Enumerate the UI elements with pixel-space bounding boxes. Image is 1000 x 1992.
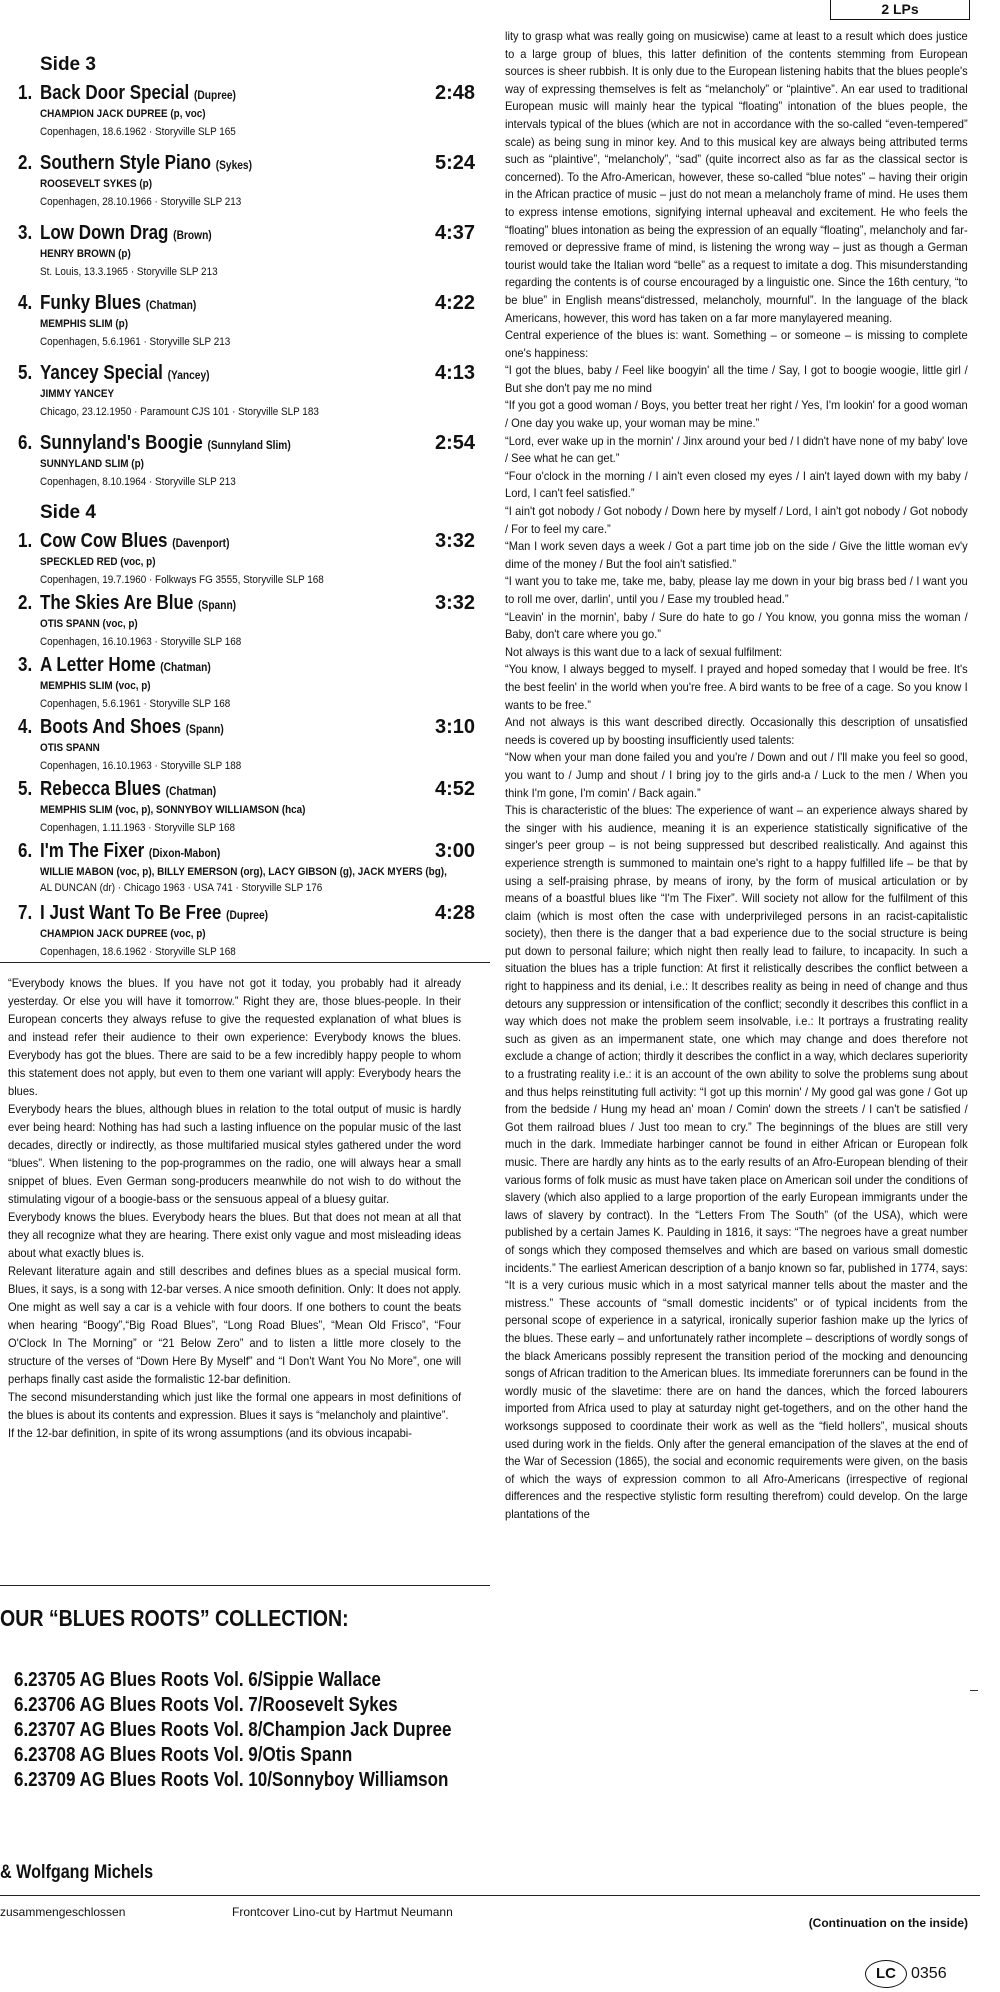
track-number: 4. bbox=[18, 292, 33, 314]
track-recording: Copenhagen, 16.10.1963 · Storyville SLP 168 bbox=[40, 636, 242, 648]
collection-item: 6.23709 AG Blues Roots Vol. 10/Sonnyboy Williamson bbox=[14, 1769, 449, 1791]
lc-circle-icon: LC bbox=[865, 1960, 907, 1988]
essay-left bbox=[8, 975, 461, 1443]
track-recording: AL DUNCAN (dr) · Chicago 1963 · USA 741 · Storyville SLP 176 bbox=[40, 882, 323, 894]
essay-right-paragraph: “You know, I always begged to myself. I prayed and hoped someday that I would be free. It's the best feelin' in the world when you're free. A bird wants to be free of a cage. So you know I wants to be free.” bbox=[505, 663, 968, 712]
divider-rule bbox=[0, 1585, 490, 1586]
track-composer: (Sykes) bbox=[215, 158, 253, 172]
collection-heading: OUR “BLUES ROOTS” COLLECTION: bbox=[0, 1605, 349, 1631]
track-title bbox=[40, 902, 268, 925]
essay-right-paragraph: “I got the blues, baby / Feel like boogyin' all the time / Say, I got to boogie woogie, little girl / But she don't pay me no mind bbox=[505, 364, 968, 395]
track-title bbox=[40, 362, 210, 385]
track-title bbox=[40, 152, 252, 175]
track-performer: OTIS SPANN (voc, p) bbox=[40, 618, 138, 630]
track-title bbox=[40, 716, 224, 739]
track-performer: SUNNYLAND SLIM (p) bbox=[40, 458, 144, 470]
track-duration: 5:24 bbox=[434, 152, 475, 174]
track-number: 2. bbox=[18, 152, 33, 174]
essay-right-paragraph: Central experience of the blues is: want. Something – or someone – is missing to complete one's happiness: bbox=[505, 329, 968, 360]
track-duration: 2:48 bbox=[434, 82, 475, 104]
track-composer: (Dupree) bbox=[226, 908, 269, 922]
track-performer: WILLIE MABON (voc, p), BILLY EMERSON (org), LACY GIBSON (g), JACK MYERS (bg), bbox=[40, 866, 447, 878]
essay-right-paragraph: “If you got a good woman / Boys, you better treat her right / Yes, I'm lookin' for a good woman / One day you wake up, your woman may be mine.” bbox=[505, 399, 968, 431]
track-duration: 4:22 bbox=[434, 292, 475, 314]
essay-right-paragraph: “Lord, ever wake up in the mornin' / Jinx around your bed / I didn't have none of my baby' love / See what he can get.” bbox=[505, 434, 968, 466]
track-composer: (Yancey) bbox=[167, 368, 210, 382]
label-code-logo bbox=[865, 1960, 947, 1988]
track-performer: MEMPHIS SLIM (voc, p) bbox=[40, 680, 151, 692]
track-title-text: The Skies Are Blue bbox=[40, 592, 194, 614]
track-performer: MEMPHIS SLIM (voc, p), SONNYBOY WILLIAMSON (hca) bbox=[40, 804, 306, 816]
track-recording: Copenhagen, 18.6.1962 · Storyville SLP 168 bbox=[40, 946, 236, 958]
continuation-note: (Continuation on the inside) bbox=[808, 1916, 968, 1930]
track-number: 3. bbox=[18, 222, 33, 244]
collection-list bbox=[14, 1668, 529, 1793]
track-title bbox=[40, 292, 196, 315]
essay-right-paragraph: And not always is this want described directly. Occasionally this description of unsatisfied needs is covered up by boosting insufficiently used talents: bbox=[505, 716, 968, 747]
track-composer: (Davenport) bbox=[172, 536, 230, 550]
track-number: 6. bbox=[18, 432, 33, 454]
track-title bbox=[40, 82, 236, 105]
label-code-number: 0356 bbox=[911, 1965, 947, 1982]
frontcover-credit: Frontcover Lino-cut by Hartmut Neumann bbox=[232, 1905, 453, 1919]
track-composer: (Chatman) bbox=[145, 298, 197, 312]
track-title-text: Low Down Drag bbox=[40, 222, 169, 244]
track-recording: Copenhagen, 19.7.1960 · Folkways FG 3555, Storyville SLP 168 bbox=[40, 574, 324, 586]
track-title-text: A Letter Home bbox=[40, 654, 156, 676]
track-recording: Chicago, 23.12.1950 · Paramount CJS 101 · Storyville SLP 183 bbox=[40, 406, 319, 418]
track-title bbox=[40, 840, 220, 863]
track-number: 2. bbox=[18, 592, 33, 614]
track-title bbox=[40, 778, 216, 801]
track-composer: (Chatman) bbox=[160, 660, 211, 674]
essay-right-paragraph: lity to grasp what was really going on musicwise) came at least to a result which does justice to a large group of blues, this latter definition of the contents stemming from European sources is sheer rubbish. It is only due to the European listening habits that the blues people's way of expressing themselves is felt as “melancholy” or “plaintive”. An ear used to traditional European music will mainly hear the typical “floating” intonation of the blues people, the intervals typical of the blues (which are not in accordance with the so-called “even-tempered” scale) as being sung in minor key. And to this musical key are always being attributed terms such as “plaintive”, “melancholy”, “sad” (quite incorrect also as far as the classical sector is concerned). To the Afro-American, however, these so-called “blue notes” – having their origin in the African practice of music – just do not mean a melancholy frame of mind. He uses them to express intense emotions, signifying internal upheaval and excitement. He who feels the “floating” blues intonation as being the expression of an equally “floating”, melancholy and far-removed or depressive frame of mind, is listening the wrong way – just as though a German tourist would take the Italian word “belle” as a request to imitate a dog. This misunderstanding regarding the contents is of course encouraged by a linguistic one. Since the 16th century, “to be blue” in English means“distressed, melancholy, mournful”. In the language of the black Americans, however, this word has taken on a far more manylayered meaning. bbox=[505, 30, 968, 325]
track-number: 6. bbox=[18, 840, 33, 862]
track-performer: HENRY BROWN (p) bbox=[40, 248, 131, 260]
collection-item: 6.23705 AG Blues Roots Vol. 6/Sippie Wallace bbox=[14, 1669, 381, 1691]
lps-badge: 2 LPs bbox=[830, 0, 970, 20]
track-duration: 4:52 bbox=[434, 778, 475, 800]
track-composer: (Brown) bbox=[173, 228, 212, 242]
track-title-text: Cow Cow Blues bbox=[40, 530, 168, 552]
track-duration: 4:13 bbox=[434, 362, 475, 384]
essay-right-paragraph: “I want you to take me, take me, baby, please lay me down in your big brass bed / I want you to roll me over, darlin', until you / Ease my troubled head.” bbox=[505, 575, 968, 606]
track-performer: JIMMY YANCEY bbox=[40, 388, 115, 400]
track-performer: ROOSEVELT SYKES (p) bbox=[40, 178, 153, 190]
essay-right-paragraph: “Leavin' in the mornin', baby / Sure do hate to go / You know, you gonna miss the woman / Baby, don't care where you go.” bbox=[505, 610, 968, 642]
track-duration: 4:37 bbox=[434, 222, 475, 244]
track-composer: (Chatman) bbox=[165, 784, 217, 798]
track-number: 1. bbox=[18, 530, 33, 552]
collection-credit: & Wolfgang Michels bbox=[0, 1862, 154, 1883]
track-title bbox=[40, 222, 212, 245]
track-duration: 3:32 bbox=[434, 592, 475, 614]
track-title-text: Boots And Shoes bbox=[40, 716, 182, 738]
essay-right-paragraph: “Now when your man done failed you and you're / Down and out / I'll make you feel so good, you want to / Jump and shout / I bring joy to the girls and-a / Luck to the men / When you think I'm gone, I'm comin' / Back again.” bbox=[505, 751, 968, 800]
track-duration: 3:00 bbox=[434, 840, 475, 862]
track-number: 5. bbox=[18, 778, 33, 800]
collection-item: 6.23708 AG Blues Roots Vol. 9/Otis Spann bbox=[14, 1744, 353, 1766]
track-title-text: I'm The Fixer bbox=[40, 840, 145, 862]
track-duration: 3:32 bbox=[434, 530, 475, 552]
track-number: 7. bbox=[18, 902, 33, 924]
track-title-text: Rebecca Blues bbox=[40, 778, 161, 800]
track-recording: Copenhagen, 28.10.1966 · Storyville SLP 213 bbox=[40, 196, 242, 208]
track-performer: MEMPHIS SLIM (p) bbox=[40, 318, 129, 330]
track-title bbox=[40, 654, 211, 677]
essay-left-paragraph: The second misunderstanding which just like the formal one appears in most definitions of the blues is about its contents and expression. Blues it says is “melancholy and plaintive”. bbox=[8, 1391, 462, 1422]
essay-left-paragraph: If the 12-bar definition, in spite of its wrong assumptions (and its obvious incapabi- bbox=[8, 1427, 412, 1440]
margin-mark bbox=[970, 1690, 978, 1691]
side3-heading: Side 3 bbox=[40, 54, 96, 75]
track-composer: (Spann) bbox=[185, 722, 224, 736]
essay-left-paragraph: “Everybody knows the blues. If you have not got it today, you probably had it already yesterday. Or else you will have it tomorrow.” Right they are, those blues-people. In their European concerts they always refuse to give the requested explanation of what blues is and instead refer their audience to their own experience: Everybody knows the blues. Everybody has got the blues. There are said to be a few incredibly happy people to whom this statement does not apply, but even to them one variant will apply: Everybody hears the blues. bbox=[8, 977, 462, 1098]
track-duration: 3:10 bbox=[434, 716, 475, 738]
track-performer: CHAMPION JACK DUPREE (voc, p) bbox=[40, 928, 206, 940]
track-recording: Copenhagen, 16.10.1963 · Storyville SLP 188 bbox=[40, 760, 242, 772]
track-composer: (Sunnyland Slim) bbox=[207, 438, 291, 452]
essay-right bbox=[505, 28, 968, 1523]
track-title bbox=[40, 530, 229, 553]
track-performer: CHAMPION JACK DUPREE (p, voc) bbox=[40, 108, 206, 120]
track-title bbox=[40, 432, 291, 455]
footer-left-text: zusammengeschlossen bbox=[0, 1905, 126, 1919]
essay-right-paragraph: “I ain't got nobody / Got nobody / Down here by myself / Lord, I ain't got nobody / Got nobody / For to feel my care.” bbox=[505, 505, 968, 536]
track-title-text: Southern Style Piano bbox=[40, 152, 211, 174]
collection-item: 6.23706 AG Blues Roots Vol. 7/Roosevelt Sykes bbox=[14, 1694, 398, 1716]
collection-item: 6.23707 AG Blues Roots Vol. 8/Champion Jack Dupree bbox=[14, 1719, 452, 1741]
track-title-text: Sunnyland's Boogie bbox=[40, 432, 203, 454]
track-recording: Copenhagen, 18.6.1962 · Storyville SLP 165 bbox=[40, 126, 236, 138]
track-title-text: I Just Want To Be Free bbox=[40, 902, 222, 924]
track-number: 4. bbox=[18, 716, 33, 738]
track-recording: Copenhagen, 8.10.1964 · Storyville SLP 213 bbox=[40, 476, 236, 488]
footer-rule bbox=[0, 1895, 980, 1896]
track-performer: OTIS SPANN bbox=[40, 742, 100, 754]
track-title-text: Back Door Special bbox=[40, 82, 190, 104]
track-composer: (Spann) bbox=[198, 598, 237, 612]
divider-rule bbox=[0, 962, 490, 963]
essay-left-paragraph: Everybody hears the blues, although blues in relation to the total output of music is hardly ever being heard: Nothing has had such a lasting influence on the popular music of the last decades, directly or indirectly, as those multifaried musical styles gathered under the word “blues”. When listening to the pop-programmes on the radio, one will always hear a small snippet of blues. Even German song-producers meanwhile do not wish to do without the stimulating vigour of a boogie-bass or the sensuous appeal of a bluesy guitar. bbox=[8, 1103, 462, 1206]
essay-left-paragraph: Everybody knows the blues. Everybody hears the blues. But that does not mean at all that they all recognize what they are hearing. There exist only vague and most misleading ideas about what exactly blues is. bbox=[8, 1211, 462, 1260]
track-composer: (Dupree) bbox=[194, 88, 236, 102]
track-title-text: Funky Blues bbox=[40, 292, 142, 314]
track-recording: Copenhagen, 5.6.1961 · Storyville SLP 213 bbox=[40, 336, 231, 348]
track-title bbox=[40, 592, 236, 615]
track-performer: SPECKLED RED (voc, p) bbox=[40, 556, 156, 568]
track-composer: (Dixon-Mabon) bbox=[148, 846, 221, 860]
track-duration: 2:54 bbox=[434, 432, 475, 454]
track-recording: St. Louis, 13.3.1965 · Storyville SLP 213 bbox=[40, 266, 218, 278]
side4-heading: Side 4 bbox=[40, 502, 96, 523]
track-number: 1. bbox=[18, 82, 33, 104]
track-number: 3. bbox=[18, 654, 33, 676]
track-number: 5. bbox=[18, 362, 33, 384]
essay-right-paragraph: Not always is this want due to a lack of sexual fulfilment: bbox=[505, 645, 783, 659]
essay-right-paragraph: “Four o'clock in the morning / I ain't even closed my eyes / I ain't layed down with my baby / Lord, I can't feel satisfied.” bbox=[505, 469, 968, 501]
track-recording: Copenhagen, 1.11.1963 · Storyville SLP 168 bbox=[40, 822, 236, 834]
track-recording: Copenhagen, 5.6.1961 · Storyville SLP 168 bbox=[40, 698, 231, 710]
essay-left-paragraph: Relevant literature again and still describes and defines blues as a special musical form. Blues, it says, is a song with 12-bar verses. A nice smooth definition. Only: It does not apply. One might as well say a car is a vehicle with four doors. If one bothers to count the beats when hearing “Boogy”,“Big Road Blues”, “Long Road Blues”, “Mean Old Frisco”, “Four O'Clock In The Morning” or “21 Below Zero” and to listen a little more closely to the structure of the verses of “Down Here By Myself” and “I Don't Want You No More”, one will perhaps finally cast aside the formalistic 12-bar definition. bbox=[8, 1265, 462, 1386]
track-duration: 4:28 bbox=[434, 902, 475, 924]
essay-right-paragraph: “Man I work seven days a week / Got a part time job on the side / Give the little woman ev'y dime of the money / But the fool ain't satisfied.” bbox=[505, 540, 968, 571]
track-title-text: Yancey Special bbox=[40, 362, 163, 384]
essay-right-paragraph: This is characteristic of the blues: The experience of want – an experience always shared by the singer with his audience, meaning it is an experience statistically significative of the singer's peer group – is not being suppressed but described realistically. And against this experience strength is summoned to maintain one's right to a happy fulfilled life – be that by using a self-praising phrase, by means of irony, by the form of musical articulation or by means of a boastful blues like “I'm The Fixer”. Will society not allow for the fulfilment of this claim (which is most often the case with underprivileged persons in an racist-capitalistic society), then there is the danger that a bad experience due to the social structure is being put down to personal failure; which night then really lead to failure, to incapacity. In such a situation the blues has a triple function: At first it relistically describes the conflict between a right to happiness and its denial, i.e.: It describes reality as being in need of change and thus detours any suppression or intensification of the conflict; secondly it describes this conflict in a way which does not make the problem seem insolvable, i.e.: It portrays a frustrating reality such as given as an impermanent state, one which may change and does therefore not exclude a change of action; thirdly it describes the conflict in a way, which declares superiority to a frustrating reality i.e.: it is an account of the own ability to solve the problems sung about and thus helps reinstituting full activity: “I got up this mornin' / My good gal was gone / Got up from the bedside / Hung my head an' moan / Comin' down the streets / I can't be satisfied / Got them railroad blues / Just too mean to cry.” The beginnings of the blues are still very much in the dark. Immediate harbinger cannot be found in either African or European folk music. There are hardly any hints as to the early results of an Afro-European blending of their various forms of folk music as must have taken place on American soil under the conditions of slavery (which also applied to a large proportion of the early European immigrants under the laws of slavery by contract). In the “Letters From The South” (of the USA), which were published by a certain James K. Paulding in 1816, it says: “The negroes have a great number of songs which they composed themselves and which are based on various small domestic incidents.” The earliest American description of a banjo known so far, published in 1774, says: “It is a very curious music which in a most satyrical manner tells about the master and the mistress.” These accounts of “small domestic incidents” or of typical incidents from the personal scope of experience in a satyrical, ironically superior fashion make up the lyrics of the blues. These early – and unfortunately rather incomplete – descriptions of wordly songs of the black Americans possibly represent the transition period of the mocking and denouncing songs of African tradition to the American blues. Its immediate forerunners can be found in the wordly music of the slavetime: there are on hand the dances, which the forced labourers imported from Africa used to play at saturday night get-togethers, and on the other hand the worksongs supposed to coordinate their work as well as the “field hollers”, musical shouts used during work in the fields. Only after the general emancipation of the slaves at the end of the War of Secession (1865), the social and economic requirements were given, on the basis of which the ways of expression common to all Afro-Americans (irrespective of regional differences and the respective stylistic form resulting therefrom) could develop. On the large plantations of the bbox=[505, 804, 968, 1521]
